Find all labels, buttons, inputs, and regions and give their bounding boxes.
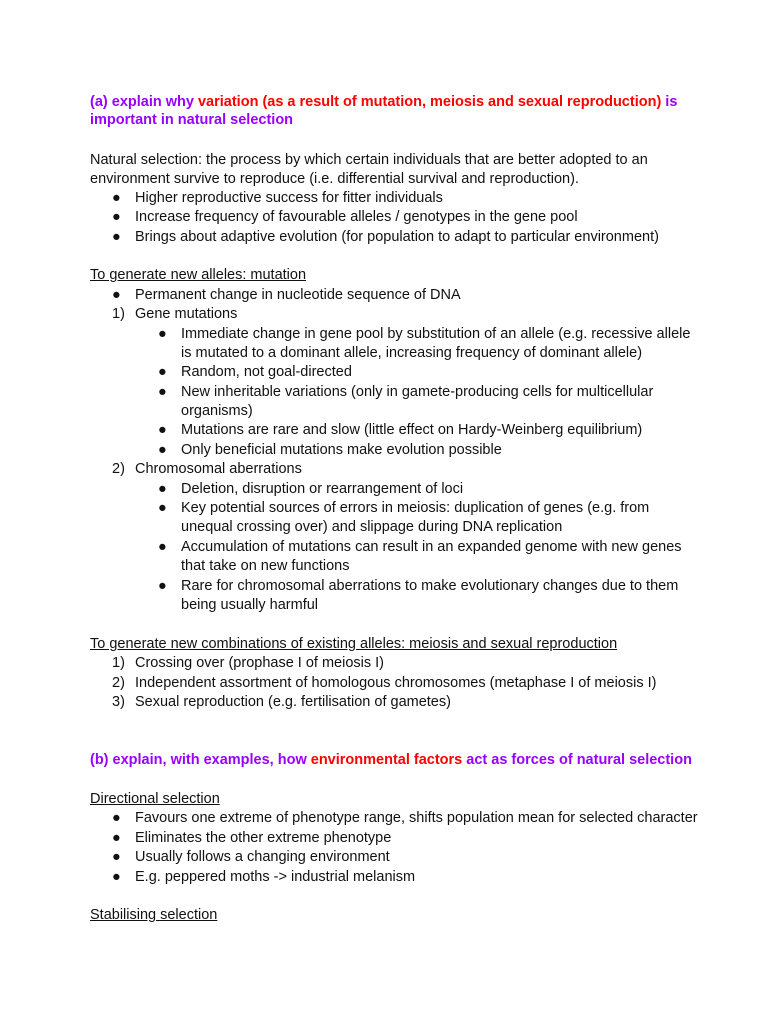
gene-item-3-line1: New inheritable variations (only in gamete-producing cells for multicellular	[181, 384, 654, 400]
bullet-icon: ●	[158, 422, 167, 438]
bullet-icon: ●	[158, 500, 167, 516]
section-a-heading-keyword: variation (as a result of mutation, meiosis and sexual reproduction)	[197, 94, 662, 110]
chrom-item-1: Deletion, disruption or rearrangement of loci	[181, 481, 464, 497]
bullet-icon: ●	[112, 287, 121, 303]
mutation-title: To generate new alleles: mutation	[90, 267, 307, 283]
bullet-icon: ●	[112, 869, 121, 885]
chrom-item-3-line2: that take on new functions	[181, 558, 350, 574]
bullet-icon: ●	[112, 229, 121, 245]
bullet-icon: ●	[158, 539, 167, 555]
chrom-item-4-line2: being usually harmful	[181, 597, 319, 613]
gene-item-1-line2: is mutated to a dominant allele, increasing frequency of dominant allele)	[181, 345, 643, 361]
section-b-heading	[90, 751, 692, 770]
combination-number-3: 3)	[112, 694, 125, 710]
combination-item-2: Independent assortment of homologous chromosomes (metaphase I of meiosis I)	[135, 675, 657, 691]
mutation-bullet: Permanent change in nucleotide sequence of DNA	[135, 287, 461, 303]
bullet-icon: ●	[112, 209, 121, 225]
bullet-icon: ●	[158, 326, 167, 342]
bullet-icon: ●	[112, 830, 121, 846]
intro-bullet-2: Increase frequency of favourable alleles / genotypes in the gene pool	[135, 209, 578, 225]
intro-bullet-1: Higher reproductive success for fitter individuals	[135, 190, 443, 206]
section-b-heading-keyword: environmental factors	[310, 752, 463, 768]
section-a-heading	[90, 93, 677, 112]
section-a-heading-part1: (a) explain why	[90, 94, 198, 110]
gene-mutations-title: Gene mutations	[135, 306, 238, 322]
chrom-item-2-line1: Key potential sources of errors in meiosis: duplication of genes (e.g. from	[181, 500, 650, 516]
directional-item-3: Usually follows a changing environment	[135, 849, 390, 865]
section-b-heading-part3: act as forces of natural selection	[462, 752, 692, 768]
intro-bullet-3: Brings about adaptive evolution (for population to adapt to particular environment)	[135, 229, 659, 245]
chromosomal-number: 2)	[112, 461, 125, 477]
intro-line-2: environment survive to reproduce (i.e. differential survival and reproduction).	[90, 171, 579, 187]
combination-number-1: 1)	[112, 655, 125, 671]
chrom-item-4-line1: Rare for chromosomal aberrations to make evolutionary changes due to them	[181, 578, 679, 594]
gene-item-4: Mutations are rare and slow (little effect on Hardy-Weinberg equilibrium)	[181, 422, 643, 438]
gene-item-3-line2: organisms)	[181, 403, 253, 419]
section-a-heading-line2: important in natural selection	[90, 112, 294, 128]
combination-item-3: Sexual reproduction (e.g. fertilisation of gametes)	[135, 694, 451, 710]
chrom-item-3-line1: Accumulation of mutations can result in an expanded genome with new genes	[181, 539, 682, 555]
bullet-icon: ●	[158, 481, 167, 497]
directional-item-4: E.g. peppered moths -> industrial melanism	[135, 869, 416, 885]
directional-item-2: Eliminates the other extreme phenotype	[135, 830, 392, 846]
combination-item-1: Crossing over (prophase I of meiosis I)	[135, 655, 385, 671]
bullet-icon: ●	[158, 364, 167, 380]
chromosomal-title: Chromosomal aberrations	[135, 461, 302, 477]
combination-number-2: 2)	[112, 675, 125, 691]
gene-item-2: Random, not goal-directed	[181, 364, 352, 380]
chrom-item-2-line2: unequal crossing over) and slippage during DNA replication	[181, 519, 563, 535]
gene-item-1-line1: Immediate change in gene pool by substitution of an allele (e.g. recessive allele	[181, 326, 691, 342]
bullet-icon: ●	[112, 810, 121, 826]
stabilising-title: Stabilising selection	[90, 907, 218, 923]
bullet-icon: ●	[158, 578, 167, 594]
section-a-heading-part3: is	[661, 94, 678, 110]
bullet-icon: ●	[112, 849, 121, 865]
bullet-icon: ●	[158, 442, 167, 458]
intro-line-1: Natural selection: the process by which certain individuals that are better adopted to an	[90, 152, 648, 168]
gene-item-5: Only beneficial mutations make evolution possible	[181, 442, 502, 458]
bullet-icon: ●	[158, 384, 167, 400]
bullet-icon: ●	[112, 190, 121, 206]
directional-title: Directional selection	[90, 791, 220, 807]
section-b-heading-part1: (b) explain, with examples, how	[90, 752, 311, 768]
gene-mutations-number: 1)	[112, 306, 125, 322]
combinations-title: To generate new combinations of existing alleles: meiosis and sexual reproduction	[90, 636, 618, 652]
directional-item-1: Favours one extreme of phenotype range, shifts population mean for selected character	[135, 810, 698, 826]
